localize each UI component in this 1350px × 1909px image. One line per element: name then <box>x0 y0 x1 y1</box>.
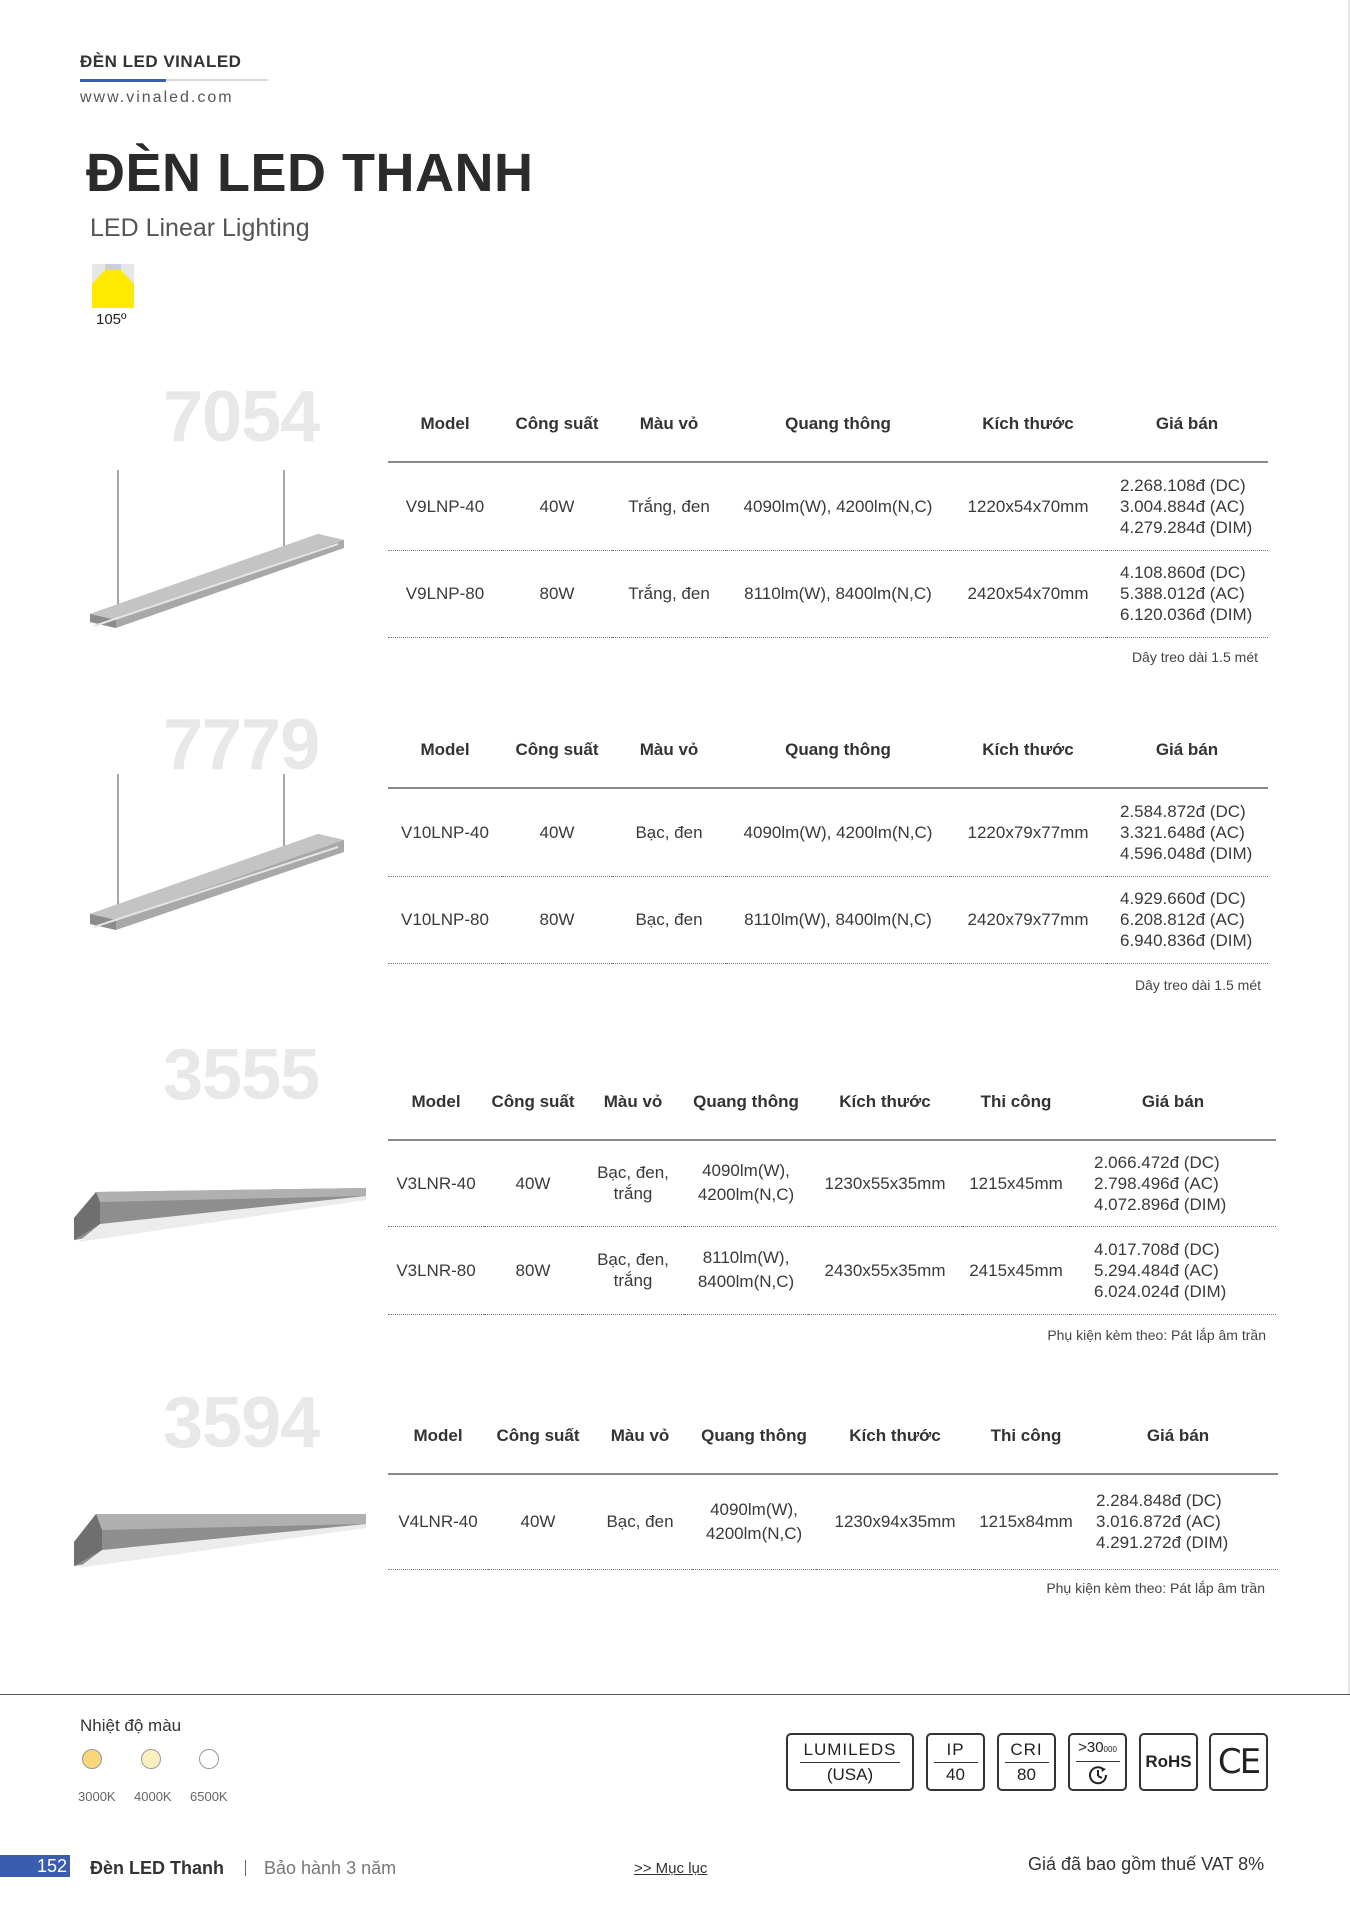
price-cell <box>1106 550 1268 637</box>
beam-angle-label: 105º <box>96 311 127 328</box>
pendant-lamp-image <box>86 468 348 630</box>
price-ac: 6.208.812đ (AC) <box>1120 910 1245 929</box>
price-dc: 4.929.660đ (DC) <box>1120 889 1246 908</box>
price-dc: 2.066.472đ (DC) <box>1094 1152 1220 1172</box>
product-code: 7779 <box>163 705 320 785</box>
size-cell: 2430x55x35mm <box>808 1226 962 1314</box>
col-header: Quang thông <box>726 386 950 462</box>
table-row <box>388 1474 1278 1569</box>
price-dim: 6.120.036đ (DIM) <box>1120 605 1253 624</box>
table-row <box>388 1140 1276 1226</box>
model-cell: V9LNP-40 <box>388 462 502 550</box>
lumen-cell: 4090lm(W), 4200lm(N,C) <box>726 462 950 550</box>
price-cell <box>1106 462 1268 550</box>
badge-text: 80 <box>1017 1764 1036 1784</box>
price-cell <box>1070 1226 1276 1314</box>
ce-mark: CE <box>1217 1742 1260 1782</box>
brand-underline <box>80 79 268 81</box>
size-cell: 2420x79x77mm <box>950 876 1106 963</box>
col-header: Công suất <box>502 386 612 462</box>
price-ac: 3.004.884đ (AC) <box>1120 496 1245 516</box>
model-cell: V10LNP-80 <box>388 876 502 963</box>
badge-text: LUMILEDS <box>803 1739 897 1759</box>
power-cell: 80W <box>484 1226 582 1314</box>
table-row <box>388 1226 1276 1314</box>
clock-icon <box>1087 1764 1109 1786</box>
badge-text: RoHS <box>1145 1752 1192 1771</box>
lumen-line: 8400lm(N,C) <box>697 1272 795 1291</box>
col-header: Model <box>388 1398 488 1474</box>
price-cell <box>1078 1474 1278 1569</box>
size-cell: 2420x54x70mm <box>950 550 1106 637</box>
cri-badge <box>997 1733 1056 1791</box>
color-swatch-3000k <box>82 1749 102 1769</box>
model-cell: V9LNP-80 <box>388 550 502 637</box>
badge-text: IP <box>946 1739 965 1759</box>
badge-text: >30 <box>1078 1738 1104 1756</box>
footer-warranty: Bảo hành 3 năm <box>264 1858 397 1878</box>
lumen-cell <box>692 1474 816 1569</box>
pendant-lamp-image <box>86 772 348 930</box>
ce-badge <box>1209 1733 1268 1791</box>
price-dc: 4.108.860đ (DC) <box>1120 563 1246 582</box>
col-header: Màu vỏ <box>588 1398 692 1474</box>
table-row <box>388 462 1268 550</box>
power-cell: 40W <box>488 1474 588 1569</box>
cutout-cell: 1215x84mm <box>974 1474 1078 1569</box>
col-header: Model <box>388 386 502 462</box>
color-line: Bạc, đen, <box>597 1163 669 1183</box>
col-header: Model <box>388 1064 484 1140</box>
page-number: 152 <box>0 1855 70 1877</box>
lumen-cell <box>684 1226 808 1314</box>
color-line: trắng <box>613 1271 653 1290</box>
color-cell <box>582 1226 684 1314</box>
color-cell: Bạc, đen <box>588 1474 692 1569</box>
price-dc: 2.584.872đ (DC) <box>1120 801 1246 821</box>
col-header: Công suất <box>484 1064 582 1140</box>
page-subtitle: LED Linear Lighting <box>90 214 310 242</box>
size-cell: 1230x55x35mm <box>808 1140 962 1226</box>
col-header: Thi công <box>974 1398 1078 1474</box>
price-cell <box>1106 788 1268 876</box>
power-cell: 40W <box>502 462 612 550</box>
cutout-cell: 2415x45mm <box>962 1226 1070 1314</box>
col-header: Kích thước <box>950 386 1106 462</box>
product-code: 3555 <box>163 1035 320 1115</box>
price-cell <box>1106 876 1268 963</box>
color-temp-label: 3000K <box>78 1789 116 1804</box>
badge-text: (USA) <box>826 1764 874 1784</box>
badge-text: 000 <box>1103 1744 1117 1754</box>
table-row <box>388 876 1268 963</box>
col-header: Quang thông <box>726 712 950 788</box>
price-dim: 4.072.896đ (DIM) <box>1094 1194 1227 1214</box>
color-cell <box>582 1140 684 1226</box>
price-dim: 4.279.284đ (DIM) <box>1120 517 1253 537</box>
table-of-contents-link[interactable]: >> Mục lục <box>634 1860 708 1877</box>
beam-angle-icon <box>92 264 134 308</box>
color-cell: Bạc, đen <box>612 876 726 963</box>
col-header: Quang thông <box>684 1064 808 1140</box>
badge-text: 40 <box>946 1764 965 1784</box>
model-cell: V3LNR-80 <box>388 1226 484 1314</box>
color-swatch-6500k <box>199 1749 219 1769</box>
spec-table-7054 <box>388 386 1268 638</box>
spec-table-3594 <box>388 1398 1278 1570</box>
col-header: Thi công <box>962 1064 1070 1140</box>
footer-divider <box>0 1694 1350 1695</box>
lumileds-badge <box>786 1733 914 1791</box>
price-ac: 5.388.012đ (AC) <box>1120 584 1245 603</box>
price-dim: 6.940.836đ (DIM) <box>1120 931 1253 950</box>
price-dc: 4.017.708đ (DC) <box>1094 1239 1220 1259</box>
color-cell: Trắng, đen <box>612 550 726 637</box>
model-cell: V4LNR-40 <box>388 1474 488 1569</box>
price-dim: 6.024.024đ (DIM) <box>1094 1281 1227 1301</box>
price-ac: 2.798.496đ (AC) <box>1094 1173 1219 1193</box>
footer-vat-note: Giá đã bao gồm thuế VAT 8% <box>1028 1854 1265 1874</box>
model-cell: V10LNP-40 <box>388 788 502 876</box>
product-code: 7054 <box>163 377 320 457</box>
col-header: Kích thước <box>950 712 1106 788</box>
footer-separator <box>245 1860 246 1876</box>
price-ac: 3.016.872đ (AC) <box>1096 1512 1221 1532</box>
lumen-line: 4090lm(W), <box>702 1161 790 1181</box>
cutout-cell: 1215x45mm <box>962 1140 1070 1226</box>
col-header: Công suất <box>488 1398 588 1474</box>
power-cell: 80W <box>502 550 612 637</box>
color-temp-label: 4000K <box>134 1789 172 1804</box>
price-dc: 2.268.108đ (DC) <box>1120 475 1246 495</box>
lumen-cell: 4090lm(W), 4200lm(N,C) <box>726 788 950 876</box>
color-cell: Bạc, đen <box>612 788 726 876</box>
product-note: Phụ kiện kèm theo: Pát lắp âm trần <box>1047 1327 1266 1343</box>
color-line: Bạc, đen, <box>597 1250 669 1269</box>
col-header: Model <box>388 712 502 788</box>
price-ac: 3.321.648đ (AC) <box>1120 822 1245 842</box>
price-dim: 4.596.048đ (DIM) <box>1120 843 1253 863</box>
col-header: Màu vỏ <box>612 386 726 462</box>
col-header: Giá bán <box>1078 1398 1278 1474</box>
col-header: Công suất <box>502 712 612 788</box>
col-header: Giá bán <box>1070 1064 1276 1140</box>
recessed-lamp-image <box>70 1184 370 1244</box>
col-header: Kích thước <box>808 1064 962 1140</box>
lumen-cell: 8110lm(W), 8400lm(N,C) <box>726 550 950 637</box>
spec-table-3555 <box>388 1064 1276 1315</box>
ip-rating-badge <box>926 1733 985 1791</box>
col-header: Giá bán <box>1106 712 1268 788</box>
price-ac: 5.294.484đ (AC) <box>1094 1260 1219 1280</box>
size-cell: 1230x94x35mm <box>816 1474 974 1569</box>
color-temp-title: Nhiệt độ màu <box>80 1716 182 1735</box>
footer-product-name: Đèn LED Thanh <box>90 1858 224 1878</box>
rohs-badge <box>1139 1733 1198 1791</box>
price-dim: 4.291.272đ (DIM) <box>1096 1533 1229 1553</box>
recessed-lamp-image <box>70 1508 370 1568</box>
product-note: Phụ kiện kèm theo: Pát lắp âm trần <box>1046 1580 1265 1596</box>
lifetime-badge <box>1068 1733 1127 1791</box>
table-row <box>388 550 1268 637</box>
website-url[interactable]: www.vinaled.com <box>80 89 234 106</box>
col-header: Giá bán <box>1106 386 1268 462</box>
lumen-line: 8110lm(W), <box>702 1248 790 1267</box>
color-temp-label: 6500K <box>190 1789 228 1804</box>
badge-text: CRI <box>1010 1739 1043 1759</box>
lumen-line: 4200lm(N,C) <box>705 1523 803 1543</box>
col-header: Quang thông <box>692 1398 816 1474</box>
product-code: 3594 <box>163 1383 320 1463</box>
power-cell: 40W <box>502 788 612 876</box>
color-cell: Trắng, đen <box>612 462 726 550</box>
col-header: Màu vỏ <box>582 1064 684 1140</box>
power-cell: 40W <box>484 1140 582 1226</box>
lumen-line: 4200lm(N,C) <box>697 1185 795 1205</box>
lumen-cell <box>684 1140 808 1226</box>
model-cell: V3LNR-40 <box>388 1140 484 1226</box>
page-title: ĐÈN LED THANH <box>86 143 534 203</box>
product-note: Dây treo dài 1.5 mét <box>1134 977 1261 993</box>
color-line: trắng <box>613 1184 653 1204</box>
lumen-cell: 8110lm(W), 8400lm(N,C) <box>726 876 950 963</box>
lumen-line: 4090lm(W), <box>710 1499 798 1519</box>
price-cell <box>1070 1140 1276 1226</box>
size-cell: 1220x79x77mm <box>950 788 1106 876</box>
table-row <box>388 788 1268 876</box>
spec-table-7779 <box>388 712 1268 964</box>
price-dc: 2.284.848đ (DC) <box>1096 1491 1222 1511</box>
brand-name: ĐÈN LED VINALED <box>80 52 242 71</box>
col-header: Kích thước <box>816 1398 974 1474</box>
power-cell: 80W <box>502 876 612 963</box>
size-cell: 1220x54x70mm <box>950 462 1106 550</box>
col-header: Màu vỏ <box>612 712 726 788</box>
product-note: Dây treo dài 1.5 mét <box>1131 649 1258 665</box>
color-swatch-4000k <box>141 1749 161 1769</box>
